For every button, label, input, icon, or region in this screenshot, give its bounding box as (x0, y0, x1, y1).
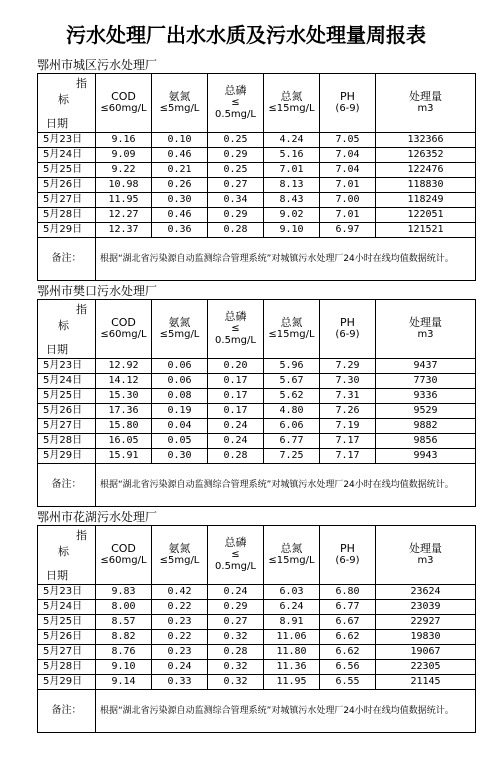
header-line: ≤60mg/L (100, 103, 147, 114)
header-line: COD (111, 316, 136, 329)
header-line: COD (111, 90, 136, 103)
header-line: ≤ (231, 97, 240, 108)
cell-tn: 9.10 (264, 223, 320, 238)
cell-ph: 6.55 (320, 675, 376, 690)
corner-label: 标 (58, 93, 69, 106)
note-label: 备注： (38, 464, 96, 507)
note-row (38, 690, 476, 733)
header-row (38, 74, 476, 133)
cell-flow: 21145 (376, 675, 476, 690)
section-title: 鄂州市花湖污水处理厂 (37, 510, 158, 524)
cell-ph: 7.17 (320, 449, 376, 464)
cell-date: 5月24日 (38, 600, 96, 615)
header-line: 总氮 (280, 316, 303, 329)
cell-nh: 0.06 (152, 359, 208, 374)
cell-flow: 126352 (376, 148, 476, 163)
header-line: ≤60mg/L (100, 555, 147, 566)
header-line: 氨氮 (168, 542, 191, 555)
cell-tp: 0.34 (208, 193, 264, 208)
note-text: 根据“湖北省污染源自动监测综合管理系统”对城镇污水处理厂24小时在线均值数据统计。 (96, 464, 476, 507)
cell-nh: 0.36 (152, 223, 208, 238)
header-line: 0.5mg/L (215, 335, 256, 346)
header-cell-flow (376, 526, 476, 585)
header-line: m3 (417, 329, 434, 340)
header-line: ≤15mg/L (268, 555, 315, 566)
note-row (38, 464, 476, 507)
cell-tn: 6.06 (264, 419, 320, 434)
cell-ph: 6.77 (320, 600, 376, 615)
cell-nh: 0.08 (152, 389, 208, 404)
header-row (38, 526, 476, 585)
table-row (38, 645, 476, 660)
cell-tp: 0.27 (208, 615, 264, 630)
corner-label: 日期 (46, 117, 68, 130)
cell-tn: 4.24 (264, 133, 320, 148)
report-table (37, 299, 476, 507)
cell-flow: 19830 (376, 630, 476, 645)
cell-cod: 9.22 (96, 163, 152, 178)
cell-ph: 7.00 (320, 193, 376, 208)
cell-flow: 9943 (376, 449, 476, 464)
table-row (38, 193, 476, 208)
header-cell-ph (320, 526, 376, 585)
cell-tn: 11.36 (264, 660, 320, 675)
cell-cod: 15.91 (96, 449, 152, 464)
corner-label: 指 (76, 303, 87, 316)
cell-tn: 5.62 (264, 389, 320, 404)
header-line: ≤5mg/L (159, 329, 200, 340)
cell-ph: 7.31 (320, 389, 376, 404)
cell-tp: 0.27 (208, 178, 264, 193)
table-row (38, 178, 476, 193)
cell-flow: 9336 (376, 389, 476, 404)
cell-date: 5月24日 (38, 148, 96, 163)
note-text: 根据“湖北省污染源自动监测综合管理系统”对城镇污水处理厂24小时在线均值数据统计。 (96, 690, 476, 733)
cell-nh: 0.04 (152, 419, 208, 434)
cell-date: 5月26日 (38, 178, 96, 193)
cell-ph: 7.26 (320, 404, 376, 419)
cell-flow: 122476 (376, 163, 476, 178)
header-line: ≤ (231, 549, 240, 560)
header-cell-nh (152, 300, 208, 359)
cell-tp: 0.29 (208, 148, 264, 163)
table-row (38, 434, 476, 449)
cell-tp: 0.29 (208, 600, 264, 615)
corner-header-cell (38, 74, 96, 133)
cell-ph: 7.04 (320, 148, 376, 163)
cell-nh: 0.23 (152, 645, 208, 660)
header-line: 处理量 (409, 90, 442, 103)
cell-ph: 6.62 (320, 645, 376, 660)
header-line: (6-9) (335, 103, 360, 114)
cell-flow: 23624 (376, 585, 476, 600)
cell-ph: 7.17 (320, 434, 376, 449)
header-line: 总氮 (280, 542, 303, 555)
cell-tp: 0.25 (208, 163, 264, 178)
header-cell-tn (264, 300, 320, 359)
cell-cod: 9.83 (96, 585, 152, 600)
cell-flow: 9882 (376, 419, 476, 434)
cell-tp: 0.25 (208, 133, 264, 148)
cell-cod: 8.57 (96, 615, 152, 630)
corner-label: 日期 (46, 569, 68, 582)
cell-tn: 6.77 (264, 434, 320, 449)
note-text: 根据“湖北省污染源自动监测综合管理系统”对城镇污水处理厂24小时在线均值数据统计。 (96, 238, 476, 281)
cell-tn: 5.67 (264, 374, 320, 389)
header-line: ≤5mg/L (159, 103, 200, 114)
header-line: (6-9) (335, 329, 360, 340)
header-line: 0.5mg/L (215, 109, 256, 120)
cell-cod: 14.12 (96, 374, 152, 389)
header-line: 总磷 (224, 536, 247, 549)
cell-tp: 0.20 (208, 359, 264, 374)
cell-flow: 7730 (376, 374, 476, 389)
cell-ph: 6.67 (320, 615, 376, 630)
page-title: 污水处理厂出水水质及污水处理量周报表 (66, 23, 426, 47)
cell-cod: 8.82 (96, 630, 152, 645)
cell-date: 5月27日 (38, 193, 96, 208)
header-line: ≤ (231, 323, 240, 334)
header-line: 总氮 (280, 90, 303, 103)
cell-tp: 0.28 (208, 223, 264, 238)
cell-date: 5月28日 (38, 208, 96, 223)
cell-nh: 0.46 (152, 208, 208, 223)
cell-tp: 0.28 (208, 645, 264, 660)
note-label: 备注： (38, 690, 96, 733)
cell-date: 5月27日 (38, 419, 96, 434)
cell-tp: 0.32 (208, 675, 264, 690)
cell-date: 5月24日 (38, 374, 96, 389)
header-line: ≤15mg/L (268, 329, 315, 340)
cell-flow: 9529 (376, 404, 476, 419)
header-line: COD (111, 542, 136, 555)
table-row (38, 133, 476, 148)
corner-header-cell (38, 526, 96, 585)
cell-tn: 11.06 (264, 630, 320, 645)
header-cell-tp (208, 526, 264, 585)
cell-date: 5月29日 (38, 675, 96, 690)
header-cell-tn (264, 74, 320, 133)
section-title: 鄂州市城区污水处理厂 (37, 58, 158, 72)
table-row (38, 615, 476, 630)
cell-cod: 12.92 (96, 359, 152, 374)
header-line: 总磷 (224, 84, 247, 97)
cell-nh: 0.22 (152, 600, 208, 615)
table-row (38, 419, 476, 434)
header-row (38, 300, 476, 359)
report-table (37, 525, 476, 733)
cell-date: 5月25日 (38, 389, 96, 404)
cell-nh: 0.24 (152, 660, 208, 675)
cell-nh: 0.30 (152, 193, 208, 208)
cell-tn: 11.95 (264, 675, 320, 690)
cell-date: 5月27日 (38, 645, 96, 660)
cell-date: 5月26日 (38, 630, 96, 645)
cell-flow: 19067 (376, 645, 476, 660)
cell-tn: 5.16 (264, 148, 320, 163)
header-cell-ph (320, 300, 376, 359)
cell-cod: 15.30 (96, 389, 152, 404)
header-line: ≤5mg/L (159, 555, 200, 566)
cell-tn: 6.03 (264, 585, 320, 600)
cell-date: 5月29日 (38, 223, 96, 238)
cell-date: 5月28日 (38, 434, 96, 449)
cell-ph: 7.05 (320, 133, 376, 148)
cell-tn: 8.91 (264, 615, 320, 630)
header-cell-ph (320, 74, 376, 133)
cell-ph: 7.30 (320, 374, 376, 389)
header-cell-cod (96, 74, 152, 133)
header-line: PH (340, 542, 355, 555)
cell-date: 5月23日 (38, 133, 96, 148)
cell-tn: 8.13 (264, 178, 320, 193)
cell-tp: 0.29 (208, 208, 264, 223)
cell-date: 5月29日 (38, 449, 96, 464)
cell-cod: 9.09 (96, 148, 152, 163)
header-line: ≤60mg/L (100, 329, 147, 340)
header-line: PH (340, 90, 355, 103)
table-row (38, 148, 476, 163)
cell-date: 5月25日 (38, 615, 96, 630)
cell-nh: 0.05 (152, 434, 208, 449)
cell-cod: 12.27 (96, 208, 152, 223)
cell-ph: 6.56 (320, 660, 376, 675)
header-cell-nh (152, 74, 208, 133)
table-row (38, 404, 476, 419)
table-row (38, 585, 476, 600)
cell-cod: 16.05 (96, 434, 152, 449)
cell-ph: 7.01 (320, 178, 376, 193)
cell-tn: 5.96 (264, 359, 320, 374)
cell-flow: 9437 (376, 359, 476, 374)
header-line: m3 (417, 103, 434, 114)
cell-cod: 15.80 (96, 419, 152, 434)
cell-flow: 9856 (376, 434, 476, 449)
cell-nh: 0.19 (152, 404, 208, 419)
cell-nh: 0.21 (152, 163, 208, 178)
cell-tp: 0.28 (208, 449, 264, 464)
header-line: PH (340, 316, 355, 329)
cell-tn: 11.80 (264, 645, 320, 660)
cell-tp: 0.24 (208, 585, 264, 600)
header-line: m3 (417, 555, 434, 566)
cell-tn: 4.80 (264, 404, 320, 419)
table-row (38, 600, 476, 615)
section-title: 鄂州市樊口污水处理厂 (37, 284, 158, 298)
cell-ph: 7.04 (320, 163, 376, 178)
cell-ph: 7.19 (320, 419, 376, 434)
cell-date: 5月26日 (38, 404, 96, 419)
table-row (38, 675, 476, 690)
corner-label: 标 (58, 545, 69, 558)
header-line: 氨氮 (168, 90, 191, 103)
table-row (38, 223, 476, 238)
corner-label: 指 (76, 529, 87, 542)
corner-label: 日期 (46, 343, 68, 356)
cell-ph: 7.01 (320, 208, 376, 223)
cell-nh: 0.10 (152, 133, 208, 148)
header-line: (6-9) (335, 555, 360, 566)
cell-tn: 8.43 (264, 193, 320, 208)
header-line: 处理量 (409, 542, 442, 555)
cell-cod: 9.10 (96, 660, 152, 675)
cell-tn: 6.24 (264, 600, 320, 615)
corner-label: 指 (76, 77, 87, 90)
cell-tp: 0.32 (208, 630, 264, 645)
cell-nh: 0.26 (152, 178, 208, 193)
cell-flow: 118249 (376, 193, 476, 208)
corner-label: 标 (58, 319, 69, 332)
cell-nh: 0.06 (152, 374, 208, 389)
cell-cod: 17.36 (96, 404, 152, 419)
header-line: 总磷 (224, 310, 247, 323)
cell-nh: 0.22 (152, 630, 208, 645)
cell-flow: 118830 (376, 178, 476, 193)
corner-header-cell (38, 300, 96, 359)
header-cell-tp (208, 300, 264, 359)
cell-ph: 6.80 (320, 585, 376, 600)
cell-cod: 8.00 (96, 600, 152, 615)
header-cell-cod (96, 526, 152, 585)
cell-cod: 10.98 (96, 178, 152, 193)
header-line: 0.5mg/L (215, 561, 256, 572)
cell-nh: 0.23 (152, 615, 208, 630)
cell-flow: 23039 (376, 600, 476, 615)
cell-cod: 9.14 (96, 675, 152, 690)
cell-cod: 9.16 (96, 133, 152, 148)
header-cell-nh (152, 526, 208, 585)
cell-nh: 0.33 (152, 675, 208, 690)
header-cell-flow (376, 74, 476, 133)
cell-date: 5月28日 (38, 660, 96, 675)
cell-tp: 0.17 (208, 389, 264, 404)
cell-cod: 12.37 (96, 223, 152, 238)
cell-date: 5月23日 (38, 585, 96, 600)
cell-tp: 0.24 (208, 419, 264, 434)
header-cell-tp (208, 74, 264, 133)
header-cell-tn (264, 526, 320, 585)
table-row (38, 359, 476, 374)
cell-ph: 7.29 (320, 359, 376, 374)
table-row (38, 208, 476, 223)
cell-cod: 8.76 (96, 645, 152, 660)
table-row (38, 449, 476, 464)
table-row (38, 163, 476, 178)
cell-cod: 11.95 (96, 193, 152, 208)
note-label: 备注： (38, 238, 96, 281)
cell-date: 5月25日 (38, 163, 96, 178)
table-row (38, 630, 476, 645)
table-row (38, 374, 476, 389)
report-table (37, 73, 476, 281)
cell-tp: 0.17 (208, 404, 264, 419)
header-cell-flow (376, 300, 476, 359)
cell-tn: 9.02 (264, 208, 320, 223)
cell-ph: 6.97 (320, 223, 376, 238)
table-row (38, 660, 476, 675)
note-row (38, 238, 476, 281)
header-cell-cod (96, 300, 152, 359)
cell-tp: 0.24 (208, 434, 264, 449)
header-line: 处理量 (409, 316, 442, 329)
cell-flow: 132366 (376, 133, 476, 148)
table-row (38, 389, 476, 404)
cell-tn: 7.01 (264, 163, 320, 178)
cell-flow: 22305 (376, 660, 476, 675)
cell-nh: 0.42 (152, 585, 208, 600)
cell-tn: 7.25 (264, 449, 320, 464)
cell-date: 5月23日 (38, 359, 96, 374)
cell-nh: 0.30 (152, 449, 208, 464)
header-line: ≤15mg/L (268, 103, 315, 114)
cell-ph: 6.62 (320, 630, 376, 645)
cell-flow: 22927 (376, 615, 476, 630)
header-line: 氨氮 (168, 316, 191, 329)
cell-nh: 0.46 (152, 148, 208, 163)
cell-flow: 121521 (376, 223, 476, 238)
cell-tp: 0.17 (208, 374, 264, 389)
cell-tp: 0.32 (208, 660, 264, 675)
cell-flow: 122051 (376, 208, 476, 223)
